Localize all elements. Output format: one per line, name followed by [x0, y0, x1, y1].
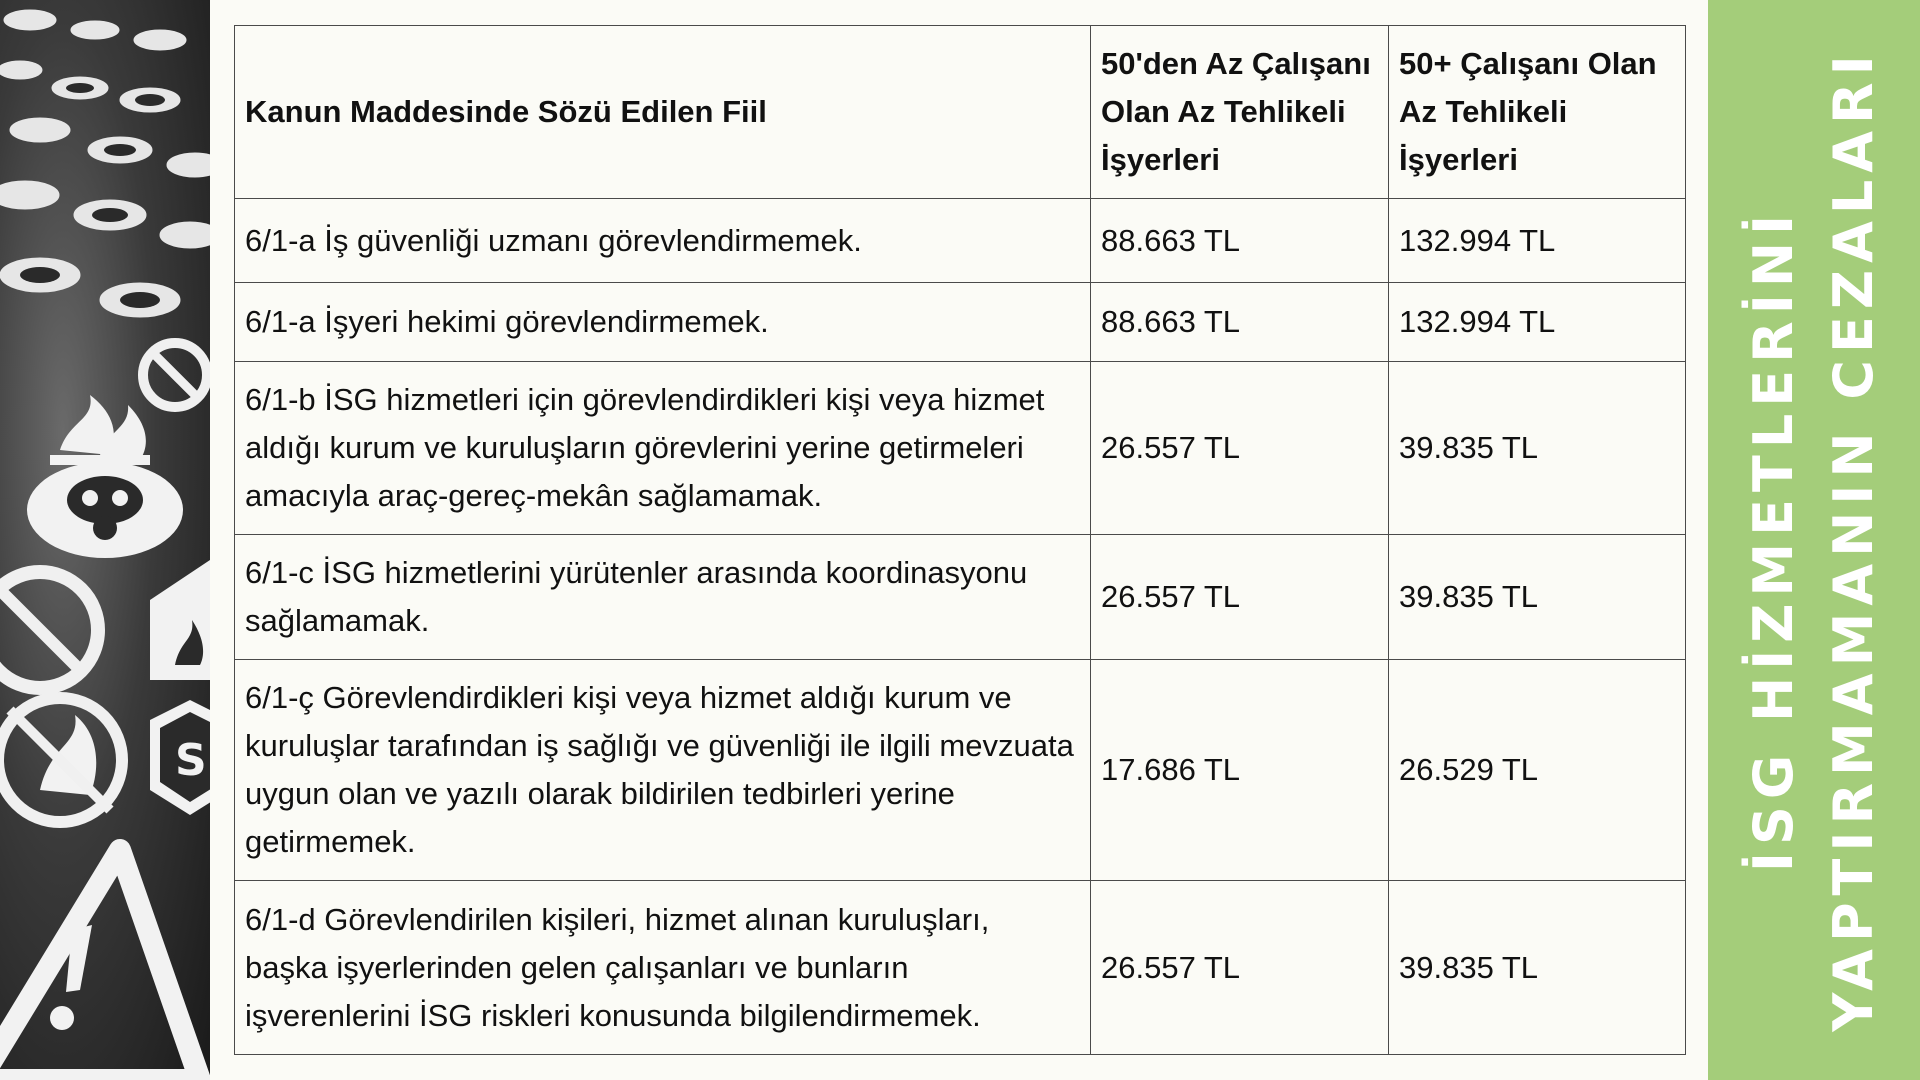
table-row [235, 660, 1686, 881]
fiil-cell: 6/1-c İSG hizmetlerini yürütenler arasında koordinasyonu sağlamamak. [235, 535, 1091, 660]
under50-cell: 26.557 TL [1091, 881, 1389, 1055]
table-row [235, 199, 1686, 283]
over50-cell: 132.994 TL [1389, 283, 1686, 362]
gas-mask-icon [27, 462, 183, 558]
side-title-line2: YAPTIRMAMANIN CEZALARI [1822, 48, 1885, 1032]
main-content [210, 0, 1708, 1080]
over50-cell: 39.835 TL [1389, 535, 1686, 660]
fiil-cell: 6/1-d Görevlendirilen kişileri, hizmet alınan kuruluşları, başka işyerlerinden gelen çalışanları ve bunların işverenlerini İSG riskleri konusunda bilgilendirmemek. [235, 881, 1091, 1055]
header-under-50: 50'den Az Çalışanı Olan Az Tehlikeli İşyerleri [1091, 26, 1389, 199]
under50-cell: 26.557 TL [1091, 535, 1389, 660]
over50-cell: 132.994 TL [1389, 199, 1686, 283]
header-fiil: Kanun Maddesinde Sözü Edilen Fiil [235, 26, 1091, 199]
over50-cell: 39.835 TL [1389, 881, 1686, 1055]
table-row [235, 881, 1686, 1055]
fiil-cell: 6/1-a İşyeri hekimi görevlendirmemek. [235, 283, 1091, 362]
over50-cell: 39.835 TL [1389, 362, 1686, 535]
table-row [235, 283, 1686, 362]
flame-icon [50, 395, 150, 465]
table-row [235, 535, 1686, 660]
under50-cell: 88.663 TL [1091, 283, 1389, 362]
prohibition-icon [143, 343, 207, 407]
safety-signs-icon [0, 0, 210, 1080]
under50-cell: 17.686 TL [1091, 660, 1389, 881]
fiil-cell: 6/1-b İSG hizmetleri için görevlendirdikleri kişi veya hizmet aldığı kurum ve kuruluşların görevlerini yerine getirmeleri amacıyla araç-gereç-mekân sağlamamak. [235, 362, 1091, 535]
under50-cell: 26.557 TL [1091, 362, 1389, 535]
under50-cell: 88.663 TL [1091, 199, 1389, 283]
fiil-cell: 6/1-a İş güvenliği uzmanı görevlendirmemek. [235, 199, 1091, 283]
table-row [235, 362, 1686, 535]
side-title-panel [1708, 0, 1920, 1080]
over50-cell: 26.529 TL [1389, 660, 1686, 881]
table-header-row [235, 26, 1686, 199]
exclamation-icon [0, 850, 200, 1080]
svg-text:S: S [175, 735, 207, 786]
safety-signs-background [0, 0, 210, 1080]
fines-table [234, 25, 1686, 1055]
side-title-line1: İSG HİZMETLERİNİ [1742, 207, 1805, 873]
header-over-50: 50+ Çalışanı Olan Az Tehlikeli İşyerleri [1389, 26, 1686, 199]
side-title [1734, 30, 1894, 1050]
fiil-cell: 6/1-ç Görevlendirdikleri kişi veya hizmet aldığı kurum ve kuruluşlar tarafından iş sağlığı ve güvenliği ile ilgili mevzuata uygun olan ve yazılı olarak bildirilen tedbirleri yerine getirmemek. [235, 660, 1091, 881]
